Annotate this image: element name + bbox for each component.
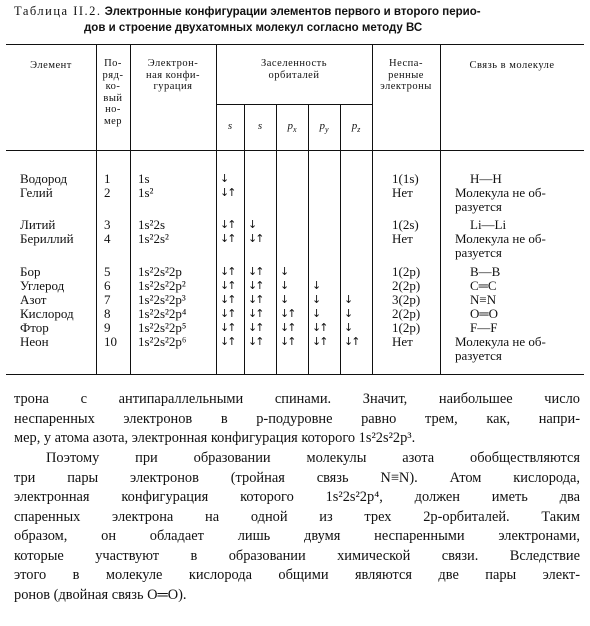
cell-bond: разуется (455, 348, 502, 363)
cell-unpaired: 1(1s) (392, 171, 419, 186)
cell-orbital: ↓↑ (344, 335, 359, 348)
cell-orbital: ↓↑ (280, 321, 295, 334)
cell-config: 1s²2s²2p⁴ (138, 306, 187, 321)
cell-orbital: ↓ (280, 265, 288, 278)
cell-orbital: ↓ (312, 307, 320, 320)
table-row (0, 293, 590, 306)
cell-element: Гелий (20, 185, 53, 200)
header-line: Электрон- (147, 58, 199, 69)
orbital-header-px: $p_x$ (287, 120, 297, 135)
cell-orbital: ↓↑ (220, 335, 235, 348)
cell-bond: Молекула не об- (455, 185, 546, 200)
header-config (130, 58, 216, 93)
cell-bond: разуется (455, 245, 502, 260)
cell-orbital: ↓ (344, 307, 352, 320)
cell-config: 1s²2s²2p (138, 264, 182, 279)
cell-orbital: ↓↑ (312, 321, 327, 334)
cell-orbital: ↓↑ (220, 218, 235, 231)
table-row (0, 307, 590, 320)
caption-title-line2: дов и строение двухатомных молекул согласно методу ВС (84, 22, 423, 34)
cell-element: Неон (20, 334, 49, 349)
paragraph-line: ронов (двойная связь O═O). (14, 586, 187, 603)
header-line: орбиталей (268, 69, 320, 81)
cell-config: 1s²2s (138, 217, 166, 232)
header-line: вый (103, 92, 123, 104)
cell-element: Азот (20, 292, 47, 307)
orbital-header-s2: s (257, 120, 263, 132)
cell-unpaired: 2(2p) (392, 306, 421, 321)
cell-bond: N≡N (470, 292, 497, 307)
cell-bond: Молекула не об- (455, 334, 546, 349)
cell-orbital: ↓↑ (248, 279, 263, 292)
cell-element: Бериллий (20, 231, 74, 246)
cell-orbital: ↓ (280, 279, 288, 292)
cell-bond: Li—Li (470, 217, 507, 232)
cell-orbital: ↓ (312, 293, 320, 306)
cell-bond: Молекула не об- (455, 231, 546, 246)
cell-number: 1 (104, 171, 111, 186)
caption-title-line1: Электронные конфигурации элементов первого и второго перио- (104, 6, 481, 18)
cell-orbital: ↓↑ (220, 265, 235, 278)
paragraph-line: спаренных электрона на одной из трех 2p-орбиталей. Таким (14, 508, 580, 525)
header-unpaired (372, 58, 440, 93)
table-row (0, 279, 590, 292)
orbital-header-py: $p_y$ (319, 120, 329, 135)
table-top-rule (6, 44, 584, 45)
header-line: гурация (153, 81, 193, 92)
paragraph-line: этого в молекуле кислорода общими являются две пары элект- (14, 567, 580, 583)
header-line: Заселенность (260, 58, 328, 69)
header-line: По- (104, 58, 122, 69)
cell-orbital: ↓↑ (248, 265, 263, 278)
cell-number: 9 (104, 320, 111, 335)
cell-orbital: ↓↑ (248, 293, 263, 306)
paragraph-2 (14, 449, 580, 605)
cell-orbital: ↓↑ (220, 232, 235, 245)
table-row (0, 246, 590, 259)
cell-orbital: ↓↑ (280, 335, 295, 348)
cell-unpaired: 1(2s) (392, 217, 419, 232)
cell-orbital: ↓↑ (220, 279, 235, 292)
cell-number: 5 (104, 264, 111, 279)
cell-number: 8 (104, 306, 111, 321)
cell-unpaired: 3(2p) (392, 292, 421, 307)
table-header-rule (6, 150, 584, 151)
table-row (0, 349, 590, 362)
cell-number: 6 (104, 278, 111, 293)
cell-orbital: ↓↑ (248, 232, 263, 245)
cell-bond: O═O (470, 306, 498, 321)
cell-orbital: ↓↑ (220, 293, 235, 306)
header-line: электроны (380, 81, 432, 92)
header-number (96, 58, 130, 127)
header-line: ряд- (102, 69, 124, 81)
header-occupancy (216, 58, 372, 81)
paragraph-line: три пары электронов (тройная связь N≡N). Атом кислорода, (14, 469, 580, 486)
table-caption (14, 4, 580, 36)
cell-element: Бор (20, 264, 41, 279)
header-line: Неспа- (389, 58, 423, 69)
table-row (0, 218, 590, 231)
cell-orbital: ↓ (280, 293, 288, 306)
table-row (0, 186, 590, 199)
cell-bond: разуется (455, 199, 502, 214)
cell-orbital: ↓↑ (220, 307, 235, 320)
paragraph-line: трона с антипараллельными спинами. Значит, наибольшее число (14, 391, 580, 407)
cell-unpaired: Нет (392, 231, 413, 246)
cell-orbital: ↓ (312, 279, 320, 292)
cell-config: 1s² (138, 185, 154, 200)
cell-orbital: ↓↑ (248, 335, 263, 348)
paragraph-line: неспаренных электронов в p-подуровне равно трем, как, напри- (14, 410, 580, 427)
cell-element: Водород (20, 171, 68, 186)
cell-config: 1s²2s²2p⁵ (138, 320, 187, 335)
table-row (0, 232, 590, 245)
orbital-header-pz: $p_z$ (351, 120, 361, 135)
header-bond: Связь в молекуле (469, 60, 555, 71)
occupancy-sub-rule (216, 104, 372, 105)
table-row (0, 335, 590, 348)
header-element: Элемент (30, 60, 72, 71)
cell-element: Фтор (20, 320, 49, 335)
cell-unpaired: 2(2p) (392, 278, 421, 293)
cell-element: Углерод (20, 278, 65, 293)
paragraph-line: которые участвуют в образовании химической связи. Вследствие (14, 547, 580, 564)
cell-orbital: ↓↑ (312, 335, 327, 348)
cell-unpaired: 1(2p) (392, 264, 421, 279)
cell-bond: F—F (470, 320, 498, 335)
cell-orbital: ↓↑ (248, 307, 263, 320)
header-line: ренные (388, 69, 424, 81)
paragraph-line: образом, он обладает лишь двумя неспаренными электронами, (14, 528, 580, 544)
table-row (0, 265, 590, 278)
paragraph-line: мер, у атома азота, электронная конфигурация которого 1s²2s²2p³. (14, 430, 416, 446)
cell-config: 1s²2s²2p⁶ (138, 334, 187, 349)
cell-orbital: ↓↑ (220, 186, 235, 199)
paragraph-1 (14, 390, 580, 449)
cell-element: Литий (20, 217, 56, 232)
cell-orbital: ↓↑ (248, 321, 263, 334)
caption-label: Таблица II.2. (14, 4, 102, 18)
cell-config: 1s²2s²2p³ (138, 292, 186, 307)
cell-unpaired: Нет (392, 334, 413, 349)
cell-unpaired: 1(2p) (392, 320, 421, 335)
cell-number: 10 (104, 334, 117, 349)
cell-bond: B—B (470, 264, 501, 279)
table-row (0, 172, 590, 185)
cell-config: 1s²2s² (138, 231, 169, 246)
cell-orbital: ↓ (344, 321, 352, 334)
cell-config: 1s²2s²2p² (138, 278, 186, 293)
cell-orbital: ↓↑ (280, 307, 295, 320)
cell-config: 1s (138, 171, 150, 186)
cell-orbital: ↓ (220, 172, 228, 185)
cell-number: 7 (104, 292, 111, 307)
table-bottom-rule (6, 374, 584, 375)
cell-element: Кислород (20, 306, 74, 321)
cell-number: 2 (104, 185, 111, 200)
table-row (0, 200, 590, 213)
paragraph-line: электронная конфигурация которого 1s²2s²2p⁴, должен иметь два (14, 489, 580, 505)
header-line: но- (105, 104, 121, 115)
cell-orbital: ↓ (248, 218, 256, 231)
header-line: ко- (105, 81, 121, 92)
header-line: мер (103, 115, 123, 127)
table-row (0, 321, 590, 334)
cell-orbital: ↓ (344, 293, 352, 306)
header-line: ная конфи- (145, 69, 201, 81)
cell-number: 3 (104, 217, 111, 232)
cell-bond: H—H (470, 171, 502, 186)
orbital-header-s1: s (227, 120, 233, 132)
cell-orbital: ↓↑ (220, 321, 235, 334)
cell-number: 4 (104, 231, 111, 246)
cell-bond: C═C (470, 278, 497, 293)
paragraph-line: Поэтому при образовании молекулы азота обобществляются (46, 450, 580, 466)
cell-unpaired: Нет (392, 185, 413, 200)
